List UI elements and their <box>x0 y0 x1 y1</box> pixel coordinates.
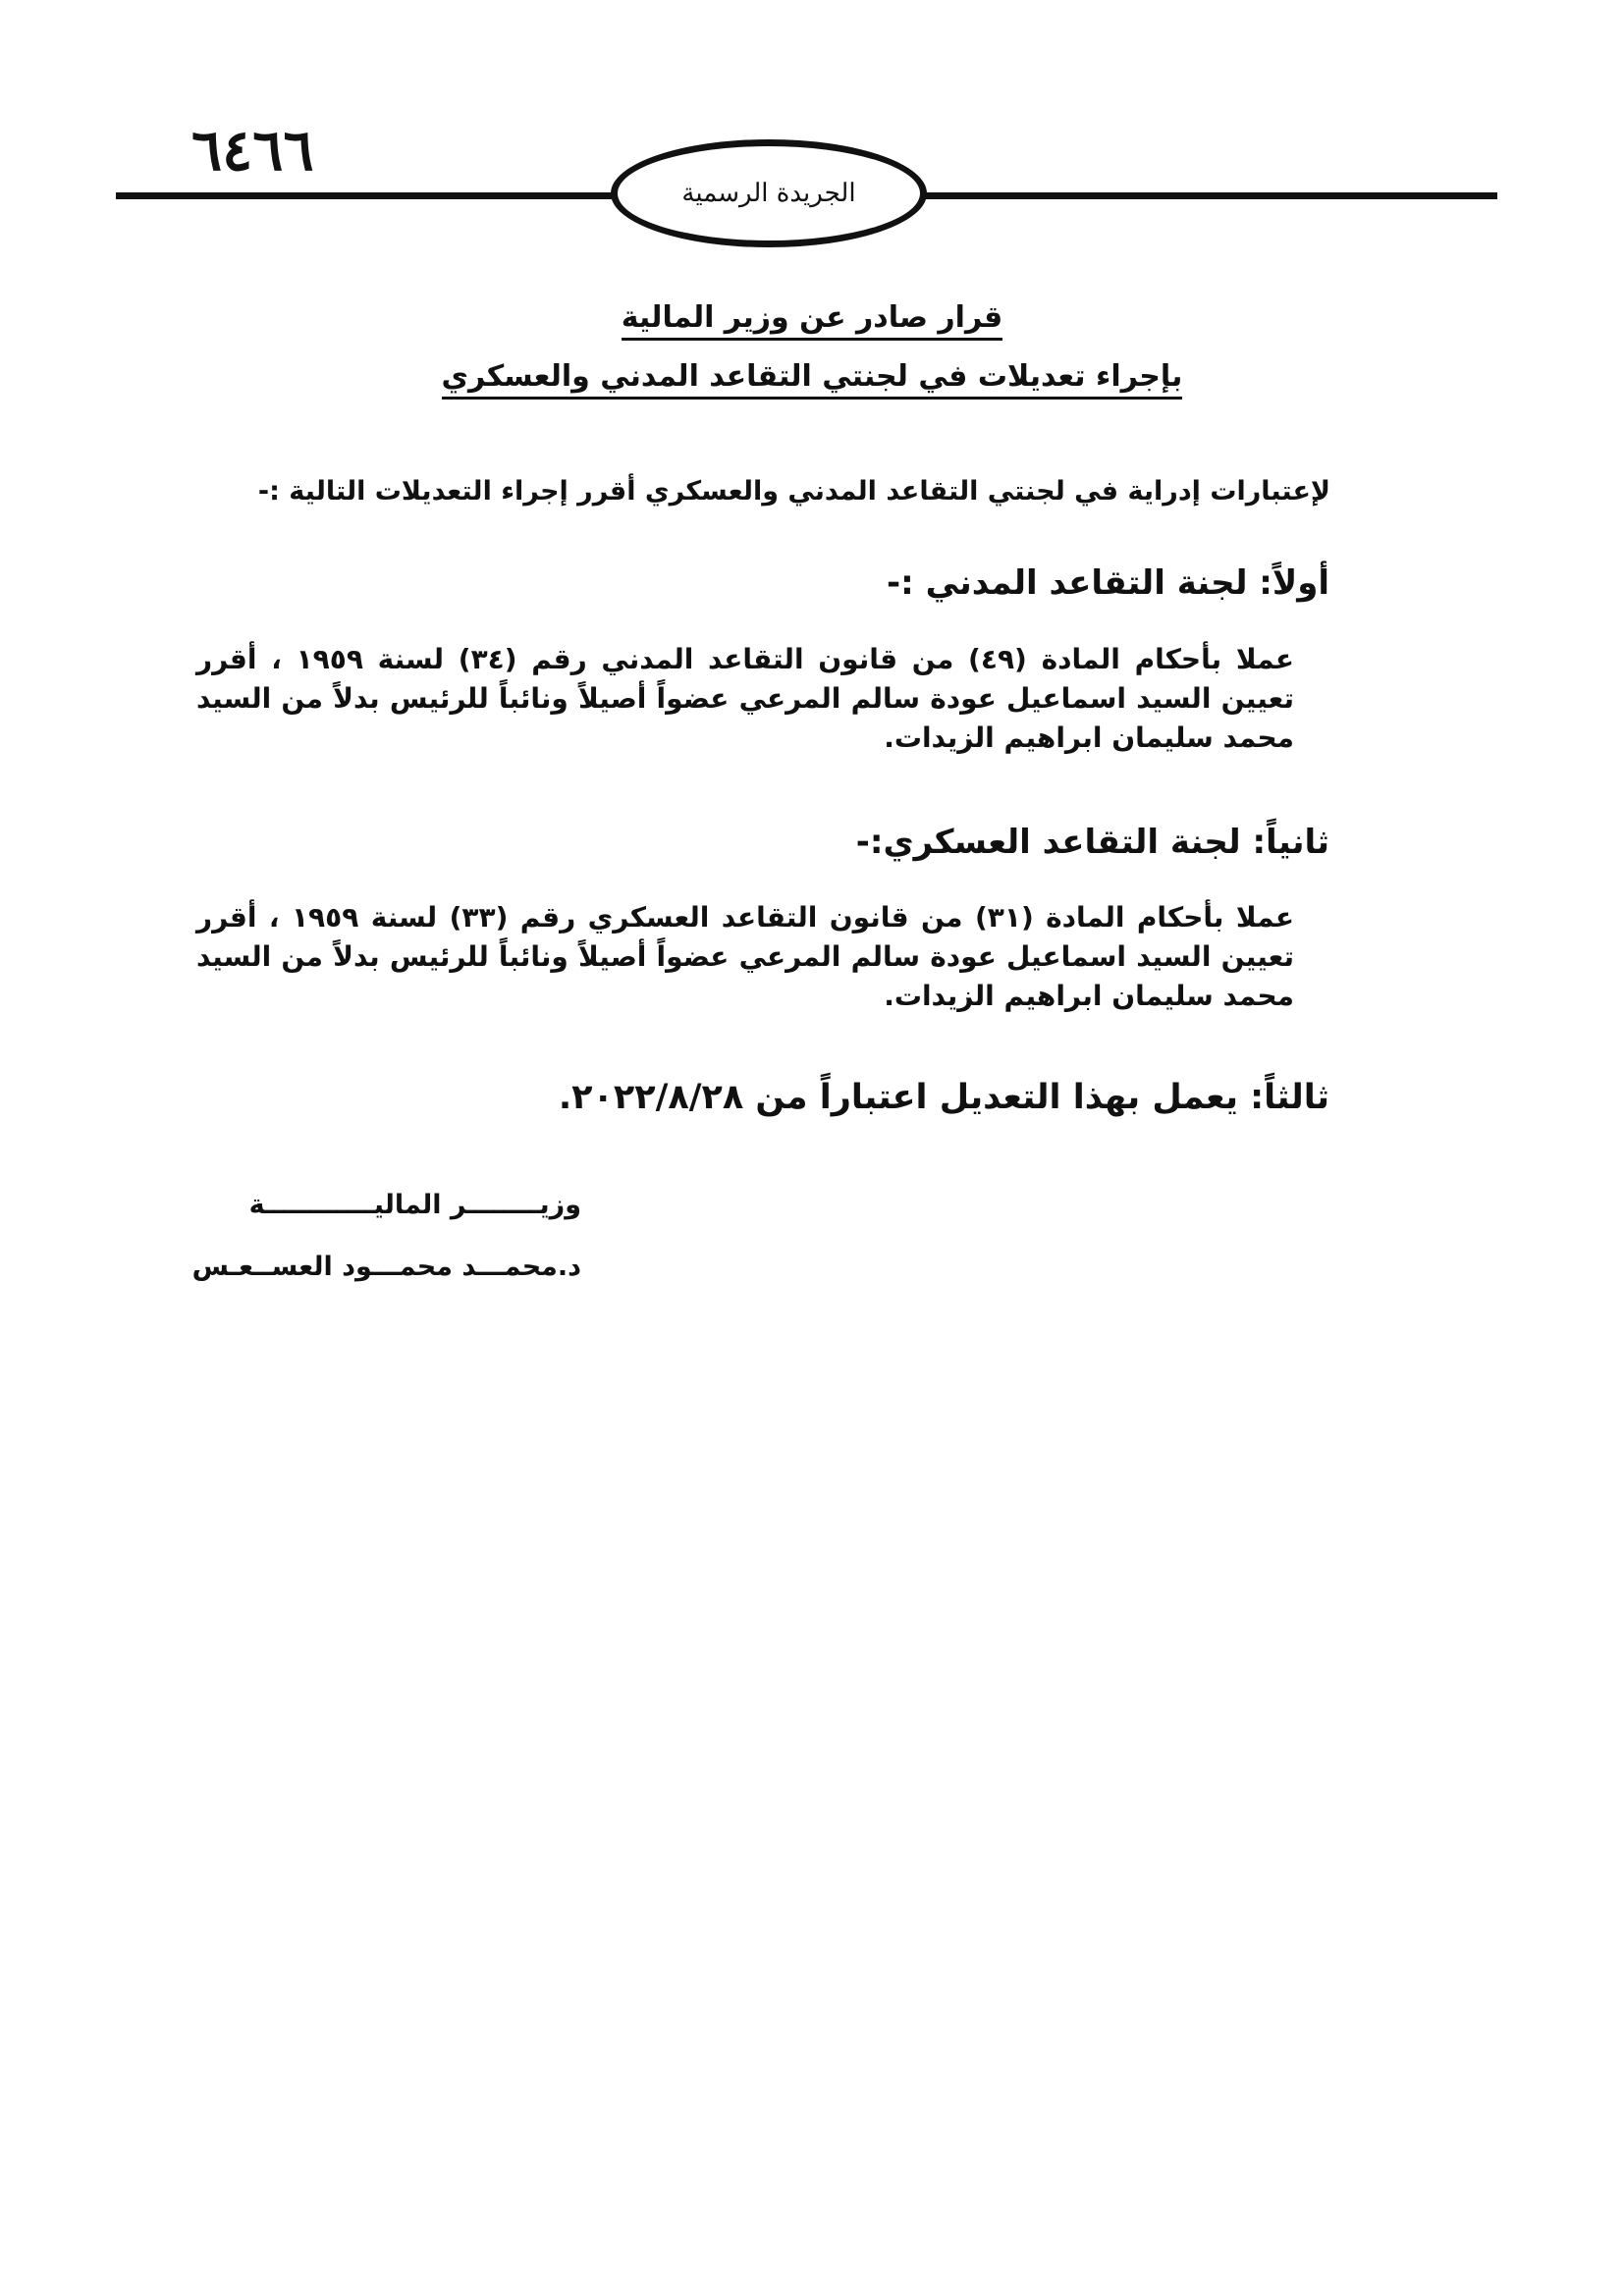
section-heading-effective-date: ثالثاً: يعمل بهذا التعديل اعتباراً من ٢٠٢٢/٨/٢٨. <box>558 1078 1329 1117</box>
title-line-1: قرار صادر عن وزير المالية <box>622 300 1003 341</box>
signature-name: د.محمـــد محمـــود العســعـس <box>191 1252 581 1282</box>
page-number: ٦٤٦٦ <box>191 117 314 184</box>
intro-paragraph: لإعتبارات إدراية في لجنتي التقاعد المدني والعسكري أقرر إجراء التعديلات التالية :- <box>257 476 1330 507</box>
section-text-military: عملا بأحكام المادة (٣١) من قانون التقاعد العسكري رقم (٣٣) لسنة ١٩٥٩ ، أقرر تعيين السيد اسماعيل عودة سالم المرعي عضواً أصيلاً ونائباً للرئيس بدلاً من السيد محمد سليمان ابراهيم الزيدات. <box>196 901 1294 1012</box>
header-rule-left <box>116 192 619 199</box>
section-heading-civil: أولاً: لجنة التقاعد المدني :- <box>887 563 1329 603</box>
section-text-civil: عملا بأحكام المادة (٤٩) من قانون التقاعد المدني رقم (٣٤) لسنة ١٩٥٩ ، أقرر تعيين السيد اسماعيل عودة سالم المرعي عضواً أصيلاً ونائباً للرئيس بدلاً من السيد محمد سليمان ابراهيم الزيدات. <box>196 643 1294 754</box>
gazette-name: الجريدة الرسمية <box>681 179 856 208</box>
document-title <box>196 300 1428 335</box>
header-rule-right <box>923 192 1497 199</box>
signature-title: وزيــــــــر الماليــــــــــــة <box>248 1190 581 1220</box>
document-subtitle <box>196 359 1428 394</box>
gazette-name-oval <box>611 139 927 247</box>
section-heading-military: ثانياً: لجنة التقاعد العسكري:- <box>855 823 1329 862</box>
title-line-2: بإجراء تعديلات في لجنتي التقاعد المدني والعسكري <box>442 359 1183 400</box>
